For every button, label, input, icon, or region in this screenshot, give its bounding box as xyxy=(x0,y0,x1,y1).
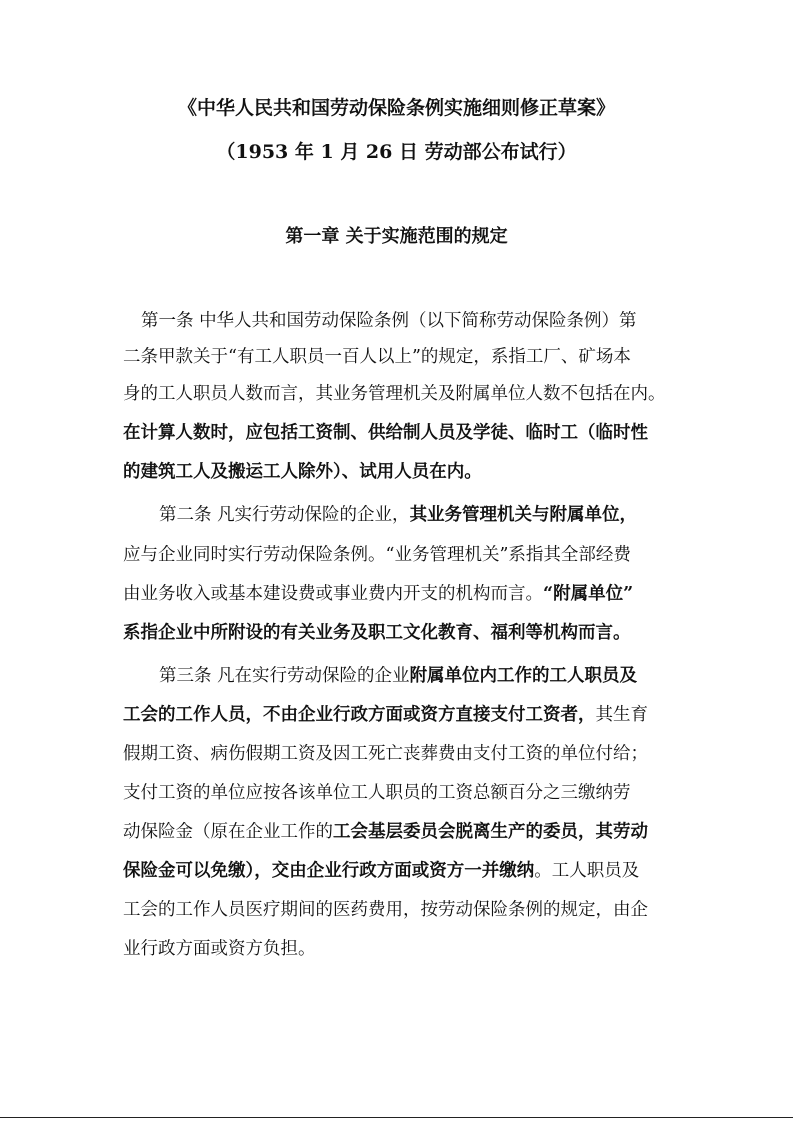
article-1-line-3 xyxy=(123,382,683,406)
article-3-line-5 xyxy=(123,820,683,844)
text-segment: 其业务管理机关与附属单位， xyxy=(409,505,638,525)
article-2-line-4 xyxy=(123,621,683,645)
text-segment: 由业务收入或基本建设费或事业费内开支的机构而言。 xyxy=(123,584,543,604)
article-2-line-2 xyxy=(123,543,683,567)
article-1-line-1 xyxy=(141,309,701,333)
article-1-line-5 xyxy=(123,460,683,484)
article-2-line-1 xyxy=(159,503,719,527)
text-segment: 系指企业中所附设的有关业务及职工文化教育、福利等机构而言。 xyxy=(123,623,631,643)
text-segment: 工会的工作人员，不由企业行政方面或资方直接支付工资者， xyxy=(123,705,596,725)
article-3-line-2 xyxy=(123,703,683,727)
page-bottom-rule xyxy=(0,1117,793,1118)
article-3-line-3 xyxy=(123,742,683,766)
text-segment: 。工人职员及 xyxy=(534,861,640,881)
document-title: 《中华人民共和国劳动保险条例实施细则修正草案》 xyxy=(177,97,615,119)
text-segment: 附属单位内工作的工人职员及 xyxy=(409,666,638,686)
document-subtitle: （1953 年 1 月 26 日 劳动部公布试行） xyxy=(216,141,577,163)
text-segment: 动保险金（原在企业工作的 xyxy=(123,822,333,842)
text-segment: 其生育 xyxy=(595,705,648,725)
text-segment: 业行政方面或资方负担。 xyxy=(123,939,316,959)
article-3-line-7 xyxy=(123,898,683,922)
article-2-line-3 xyxy=(123,582,683,606)
article-3-line-4 xyxy=(123,781,683,805)
text-segment: 工会基层委员会脱离生产的委员，其劳动 xyxy=(333,822,648,842)
text-segment: 身的工人职员人数而言，其业务管理机关及附属单位人数不包括在内。 xyxy=(123,384,666,404)
text-segment: 的建筑工人及搬运工人除外）、试用人员在内。 xyxy=(123,462,482,482)
article-3-line-8 xyxy=(123,937,683,961)
text-segment: 第一条 中华人共和国劳动保险条例（以下简称劳动保险条例）第 xyxy=(141,311,637,331)
text-segment: 在计算人数时，应包括工资制、供给制人员及学徒、临时工（临时性 xyxy=(123,423,648,443)
text-segment: 第三条 凡在实行劳动保险的企业 xyxy=(159,666,410,686)
article-1-line-2 xyxy=(123,345,683,369)
text-segment: 二条甲款关于“有工人职员一百人以上”的规定，系指工厂、矿场本 xyxy=(123,347,631,367)
text-segment: “附属单位” xyxy=(543,584,634,604)
article-1-line-4 xyxy=(123,421,683,445)
text-segment: 应与企业同时实行劳动保险条例。“业务管理机关”系指其全部经费 xyxy=(123,545,631,565)
text-segment: 工会的工作人员医疗期间的医药费用，按劳动保险条例的规定，由企 xyxy=(123,900,648,920)
text-segment: 第二条 凡实行劳动保险的企业， xyxy=(159,505,410,525)
text-segment: 假期工资、病伤假期工资及因工死亡丧葬费由支付工资的单位付给； xyxy=(123,744,648,764)
text-segment: 支付工资的单位应按各该单位工人职员的工资总额百分之三缴纳劳 xyxy=(123,783,631,803)
chapter-heading: 第一章 关于实施范围的规定 xyxy=(285,226,508,247)
text-segment: 保险金可以免缴），交由企业行政方面或资方一并缴纳 xyxy=(123,861,535,881)
article-3-line-6 xyxy=(123,859,683,883)
article-3-line-1 xyxy=(159,664,719,688)
